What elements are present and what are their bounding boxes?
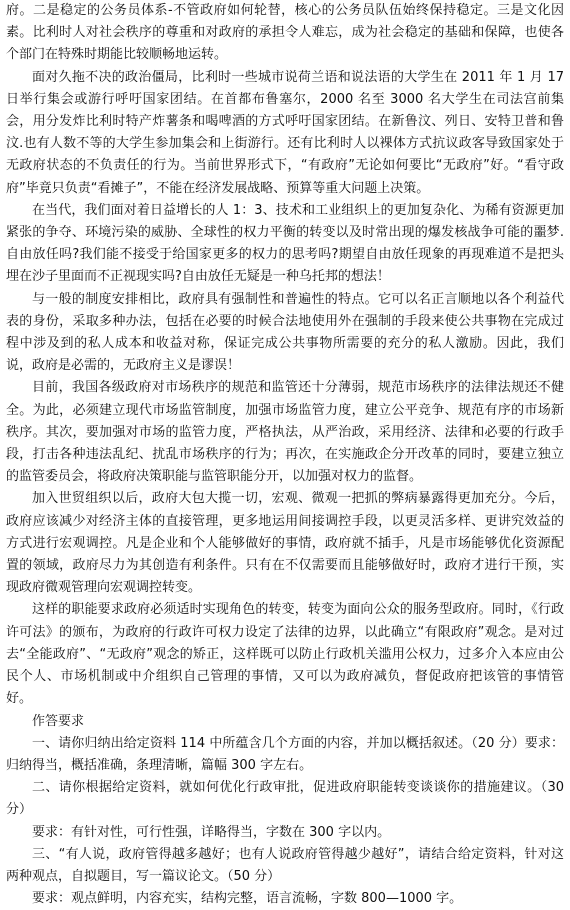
paragraph-4: 与一般的制度安排相比，政府具有强制性和普遍性的特点。它可以名正言顺地以各个利益代表的身份，采取多种办法，包括在必要的时候合法地使用外在强制的手段来使公共事物在完成过程中涉及到的私人成本和收益对称，保证完成公共事物所需要的充分的私人激励。因此，我们说，政府是必需的，无政府主义是谬误！ bbox=[6, 291, 564, 374]
question-2: 二、请你根据给定资料，就如何优化行政审批，促进政府职能转变谈谈你的措施建议。（30 分） bbox=[6, 780, 564, 818]
paragraph-2: 面对久拖不决的政治僵局，比利时一些城市说荷兰语和说法语的大学生在 2011 年 1 月 17 日举行集会或游行呼吁国家团结。在首都布鲁塞尔，2000 名至 3000 名大学生在司法宫前集会，用分发炸比利时特产炸薯条和喝啤酒的方式呼吁国家团结。在新鲁汶、列日、安特卫普和鲁汶.也有人数不等的大学生参加集会和上街游行。还有比利时人以裸体方式抗议政客导致国家处于无政府状态的不负责任的行为。当前世界形式下，“有政府”无论如何要比“无政府”好。“看守政府”毕竟只负责“看摊子”，不能在经济发展战略、预算等重大问题上决策。 bbox=[6, 69, 564, 196]
question-2-requirement: 要求：有针对性，可行性强，详略得当，字数在 300 字以内。 bbox=[32, 824, 391, 840]
question-1: 一、请你归纳出给定资料 114 中所蕴含几个方面的内容，并加以概括叙述。（20 分）要求：归纳得当，概括准确，条理清晰，篇幅 300 字左右。 bbox=[6, 735, 564, 773]
paragraph-7: 这样的职能要求政府必须适时实现角色的转变，转变为面向公众的服务型政府。同时，《行政许可法》的颁布，为政府的行政许可权力设定了法律的边界，以此确立“有限政府”观念。是对过去“全能政府”、“无政府”观念的矫正，这样既可以防止行政机关滥用公权力，过多介入本应由公民个人、市场机制或中介组织自己管理的事情，又可以为政府减负，督促政府把该管的事情管好。 bbox=[6, 602, 564, 707]
question-3-requirement: 要求：观点鲜明，内容充实，结构完整，语言流畅，字数 800—1000 字。 bbox=[32, 891, 463, 907]
paragraph-5: 目前，我国各级政府对市场秩序的规范和监管还十分薄弱，规范市场秩序的法律法规还不健全。为此，必须建立现代市场监管制度，加强市场监管力度，建立公平竞争、规范有序的市场新秩序。其次，要加强对市场的监管力度，严格执法，从严治政，采用经济、法律和必要的行政手段，打击各种违法乱纪、扰乱市场秩序的行为；再次，在实施政企分开改革的同时，要建立独立的监管委员会，将政府决策职能与监管职能分开，以加强对权力的监督。 bbox=[6, 380, 564, 485]
paragraph-3: 在当代，我们面对着日益增长的人 1：3、技术和工业组织上的更加复杂化、为稀有资源更加紧张的争夺、环境污染的威胁、全球性的权力平衡的转变以及时常出现的爆发核战争可能的噩梦.自由放任吗?我们能不接受于给国家更多的权力的思考吗?期望自由放任现象的再现难道不是把头埋在沙子里面而不正视现实吗?自由放任无疑是一种乌托邦的想法！ bbox=[6, 202, 564, 285]
answer-requirements-heading: 作答要求 bbox=[32, 713, 85, 729]
question-3: 三、“有人说，政府管得越多越好；也有人说政府管得越少越好”，请结合给定资料，针对这两种观点，自拟题目，写一篇议论文。（50 分） bbox=[6, 846, 564, 884]
paragraph-6: 加入世贸组织以后，政府大包大揽一切，宏观、微观一把抓的弊病暴露得更加充分。今后，政府应该减少对经济主体的直接管理，更多地运用间接调控手段，以更灵活多样、更讲究效益的方式进行宏观调控。凡是企业和个人能够做好的事情，政府就不插手，凡是市场能够优化资源配置的领域，政府尽力为其创造有利条件。只有在不仅需要而且能够做好时，政府才进行干预，实现政府微观管理向宏观调控转变。 bbox=[6, 491, 564, 596]
paragraph-1: 府。二是稳定的公务员体系-不管政府如何轮替，核心的公务员队伍始终保持稳定。三是文化因素。比利时人对社会秩序的尊重和对政府的承担令人难忘，成为社会稳定的基础和保障，也使各个部门在特殊时期能比较顺畅地运转。 bbox=[6, 3, 564, 63]
